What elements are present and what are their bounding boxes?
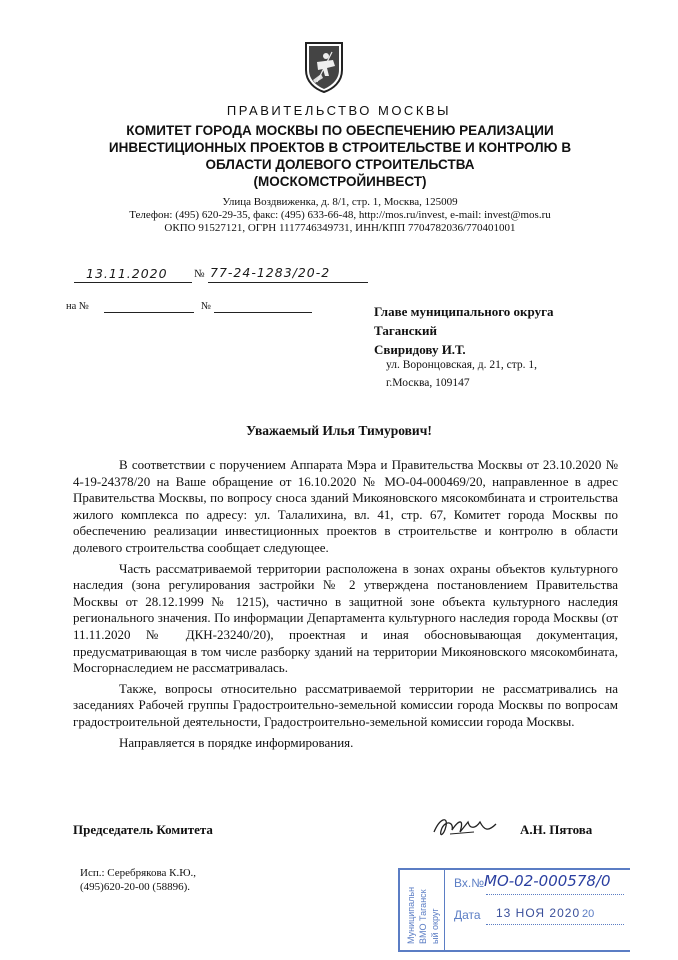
executor-info (80, 866, 196, 894)
outgoing-date-line (74, 282, 192, 283)
reference-line (104, 312, 194, 313)
outgoing-number: 77-24-1283/20-2 (210, 265, 331, 280)
stamp-side-text: Муниципальн (406, 886, 416, 944)
letter-body (73, 457, 618, 755)
signer-name: А.Н. Пятова (520, 822, 593, 837)
registration-stamp (398, 868, 630, 952)
addressee-city: г.Москва, 109147 (386, 377, 470, 389)
phone-line: Телефон: (495) 620-29-35, факс: (495) 633-66-48, http://mos.ru/invest, e-mail: invest@mos.ru (129, 209, 551, 221)
addressee (374, 302, 554, 359)
committee-line: ОБЛАСТИ ДОЛЕВОГО СТРОИТЕЛЬСТВА (205, 157, 475, 172)
stamp-line (486, 924, 624, 925)
contact-block (40, 196, 640, 235)
stamp-in-number: МО-02-000578/0 (484, 872, 611, 890)
reference-label: на № (66, 301, 89, 312)
addressee-line: Главе муниципального округа (374, 304, 554, 319)
stamp-in-label: Вх.№ (454, 876, 485, 890)
signer-title: Председатель Комитета (73, 822, 213, 837)
moscow-coat-of-arms-icon (303, 40, 345, 94)
stamp-side-text: ый округ (430, 908, 440, 944)
committee-abbr: (МОСКОМСТРОЙИНВЕСТ) (253, 174, 427, 189)
stamp-side-text: ВМО Таганск (418, 889, 428, 944)
greeting: Уважаемый Илья Тимурович! (246, 423, 432, 438)
registry-line: ОКПО 91527121, ОГРН 1117746349731, ИНН/КПП 7704782036/770401001 (164, 222, 516, 234)
committee-line: КОМИТЕТ ГОРОДА МОСКВЫ ПО ОБЕСПЕЧЕНИЮ РЕАЛИЗАЦИИ (126, 123, 554, 138)
stamp-date: 13 НОЯ 2020 (496, 906, 581, 920)
body-paragraph: В соответствии с поручением Аппарата Мэра и Правительства Москвы от 23.10.2020 № 4-19-24378/20 на Ваше обращение от 16.10.2020 № МО-04-000469/20, направленное в адрес Правительства Москвы, по вопросу сноса зданий Микояновского мясокомбината и строительства жилого комплекса по адресу: ул. Талалихина, вл. 41, стр. 67, Комитет города Москвы по обеспечению реализации инвестиционных проектов в строительстве и контролю в области долевого строительства сообщает следующее. (73, 457, 618, 555)
stamp-date-label: Дата (454, 908, 481, 922)
addressee-line: Таганский (374, 323, 437, 338)
body-paragraph: Часть рассматриваемой территории расположена в зонах охраны объектов культурного наследия (зона регулирования застройки № 2 утверждена постановлением Правительства Москвы от 28.12.1999 № 1215), частично в защитной зоне объекта культурного наследия регионального значения. По информации Департамента культурного наследия города Москвы (от 11.11.2020 № ДКН-23240/20), проектная и иная обосновывающая документация, предусматривающая в том числе разборку зданий на территории Микояновского мясокомбината, Мосгорнаследием не рассматривалась. (73, 560, 618, 676)
outgoing-number-line (208, 282, 368, 283)
stamp-side-panel (400, 870, 445, 950)
committee-name (60, 122, 620, 190)
outgoing-date: 13.11.2020 (86, 266, 168, 281)
stamp-line (486, 894, 624, 895)
reference-no-label: № (201, 301, 212, 312)
address-line: Улица Воздвиженка, д. 8/1, стр. 1, Москва, 125009 (222, 196, 458, 208)
reference-number-line (214, 312, 312, 313)
committee-line: ИНВЕСТИЦИОННЫХ ПРОЕКТОВ В СТРОИТЕЛЬСТВЕ И КОНТРОЛЮ В (108, 140, 572, 155)
executor-phone: (495)620-20-00 (58896). (80, 881, 190, 893)
addressee-street: ул. Воронцовская, д. 21, стр. 1, (386, 359, 537, 371)
addressee-name: Свиридову И.Т. (374, 342, 466, 357)
government-title: ПРАВИТЕЛЬСТВО МОСКВЫ (226, 103, 452, 118)
executor-name: Исп.: Серебрякова К.Ю., (80, 867, 197, 879)
body-paragraph: Направляется в порядке информирования. (119, 734, 354, 750)
handwritten-signature (430, 810, 500, 844)
body-paragraph: Также, вопросы относительно рассматриваемой территории не рассматривались на заседаниях Рабочей группы Градостроительно-земельной комиссии города Москвы по вопросам градостроительной деятельности, Градостроительно-земельной комиссии города Москвы. (73, 680, 618, 729)
addressee-address (386, 356, 537, 392)
outgoing-no-label: № (194, 268, 205, 280)
stamp-year-suffix: 20 (582, 908, 595, 920)
